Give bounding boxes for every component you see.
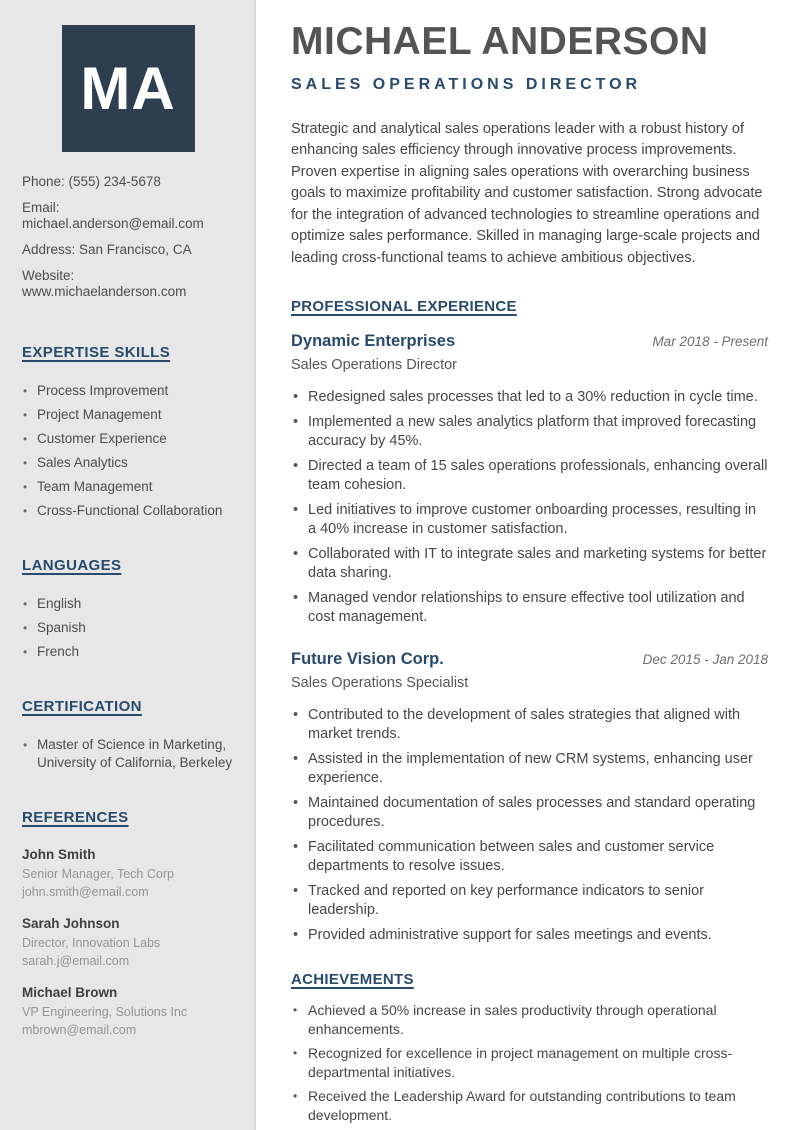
summary-paragraph: Strategic and analytical sales operations leader with a robust history of enhancing sales efficiency through innovative process improvements. Proven expertise in aligning sales operations with overarching business goals to maximize profitability and customer satisfaction. Strong advocate for the integration of advanced technologies to streamline operations and optimize sales performance. Skilled in managing large-scale projects and leading cross-functional teams to achieve ambitious objectives. (291, 120, 763, 266)
job-entry (291, 331, 768, 628)
contact-info-list (22, 174, 234, 300)
reference-entry (22, 984, 234, 1039)
reference-name: Michael Brown (22, 985, 118, 1000)
reference-name: Sarah Johnson (22, 916, 120, 931)
job-bullet-list (291, 388, 768, 628)
person-job-title: SALES OPERATIONS DIRECTOR (291, 75, 642, 93)
monogram-initials: MA (80, 54, 176, 122)
main-content (256, 0, 800, 1130)
reference-email: mbrown@email.com (22, 1022, 137, 1037)
job-role: Sales Operations Director (291, 357, 458, 374)
job-bullet: • Facilitated communication between sales and customer service departments to resolve issues. (291, 838, 768, 877)
language-item: • Spanish (22, 619, 234, 637)
references-list (22, 846, 234, 1039)
achievement-bullet: • Recognized for excellence in project management on multiple cross-departmental initiatives. (291, 1044, 768, 1082)
job-header (291, 331, 768, 351)
reference-role: VP Engineering, Solutions Inc (22, 1005, 188, 1019)
skill-item: • Customer Experience (22, 430, 234, 448)
skills-list (22, 382, 234, 520)
languages-list (22, 595, 234, 661)
job-bullet: • Assisted in the implementation of new CRM systems, enhancing user experience. (291, 750, 768, 789)
job-entry (291, 649, 768, 946)
reference-name: John Smith (22, 847, 96, 862)
job-bullet: • Implemented a new sales analytics platform that improved forecasting accuracy by 45%. (291, 413, 768, 452)
person-name: MICHAEL ANDERSON (291, 20, 709, 63)
skill-item: • Project Management (22, 406, 234, 424)
job-role: Sales Operations Specialist (291, 674, 469, 691)
achievements-list (291, 1001, 768, 1125)
certification-list (22, 736, 234, 772)
skill-item: • Sales Analytics (22, 454, 234, 472)
experience-heading: PROFESSIONAL EXPERIENCE (291, 298, 517, 316)
reference-role: Senior Manager, Tech Corp (22, 867, 174, 881)
monogram-avatar (62, 25, 195, 152)
job-bullet: • Tracked and reported on key performance indicators to senior leadership. (291, 882, 768, 921)
references-heading: REFERENCES (22, 809, 129, 826)
certification-heading: CERTIFICATION (22, 698, 142, 715)
company-name: Future Vision Corp. (291, 649, 444, 668)
job-header (291, 649, 768, 669)
reference-entry (22, 846, 234, 901)
contact-line: Phone: (555) 234-5678 (22, 174, 161, 189)
job-bullet: • Directed a team of 15 sales operations professionals, enhancing overall team cohesion. (291, 457, 768, 496)
language-item: • French (22, 643, 234, 661)
job-bullet: • Redesigned sales processes that led to a 30% reduction in cycle time. (291, 388, 768, 408)
skills-heading: EXPERTISE SKILLS (22, 344, 171, 361)
job-dates: Mar 2018 - Present (652, 334, 768, 350)
achievement-bullet: • Received the Leadership Award for outstanding contributions to team development. (291, 1087, 768, 1125)
job-bullet-list (291, 706, 768, 946)
language-item: • English (22, 595, 234, 613)
job-bullet: • Provided administrative support for sales meetings and events. (291, 926, 768, 946)
reference-role: Director, Innovation Labs (22, 936, 161, 950)
sidebar (0, 0, 256, 1130)
achievement-bullet: • Achieved a 50% increase in sales productivity through operational enhancements. (291, 1001, 768, 1039)
skill-item: • Process Improvement (22, 382, 234, 400)
reference-email: john.smith@email.com (22, 884, 149, 899)
skill-item: • Cross-Functional Collaboration (22, 502, 234, 520)
job-bullet: • Contributed to the development of sales strategies that aligned with market trends. (291, 706, 768, 745)
contact-line: Address: San Francisco, CA (22, 242, 192, 257)
languages-heading: LANGUAGES (22, 557, 122, 574)
reference-entry (22, 915, 234, 970)
contact-line: Email: michael.anderson@email.com (22, 200, 204, 231)
job-bullet: • Collaborated with IT to integrate sales and marketing systems for better data sharing. (291, 545, 768, 584)
job-bullet: • Led initiatives to improve customer onboarding processes, resulting in a 40% increase in customer satisfaction. (291, 501, 768, 540)
skill-item: • Team Management (22, 478, 234, 496)
job-dates: Dec 2015 - Jan 2018 (642, 651, 768, 667)
job-bullet: • Maintained documentation of sales processes and standard operating procedures. (291, 794, 768, 833)
job-bullet: • Managed vendor relationships to ensure effective tool utilization and cost management. (291, 589, 768, 628)
contact-line: Website: www.michaelanderson.com (22, 268, 187, 299)
certification-item: • Master of Science in Marketing, University of California, Berkeley (22, 736, 234, 772)
reference-email: sarah.j@email.com (22, 953, 130, 968)
achievements-heading: ACHIEVEMENTS (291, 971, 414, 989)
company-name: Dynamic Enterprises (291, 332, 456, 351)
